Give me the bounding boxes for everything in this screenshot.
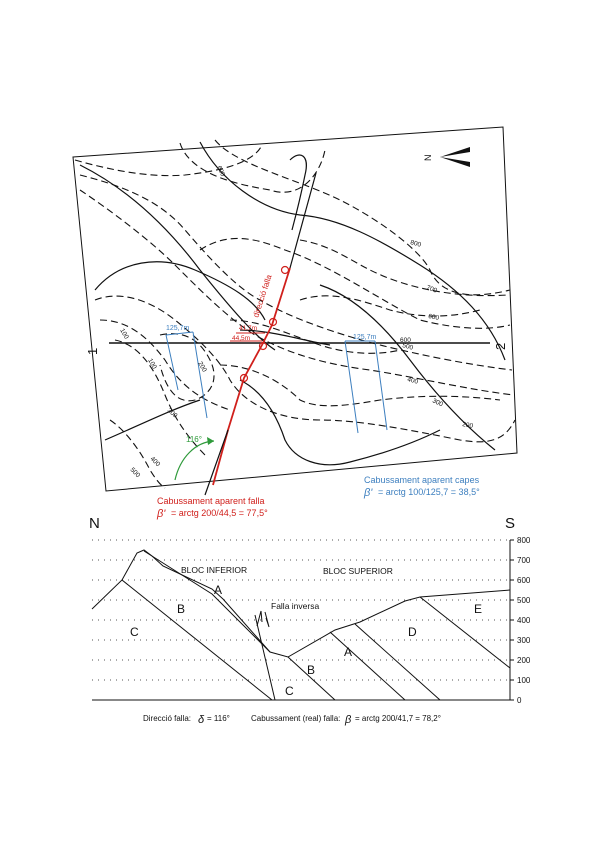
svg-text:300: 300 xyxy=(431,397,444,409)
dip-beta-symbol: β xyxy=(345,714,352,726)
dip-caption-value: = arctg 200/41,7 = 78,2° xyxy=(355,714,441,723)
elevation-tick-600: 600 xyxy=(517,576,531,585)
section-north-label: N xyxy=(89,515,100,532)
elevation-tick-300: 300 xyxy=(517,636,531,645)
strike-caption-prefix: Direcció falla: xyxy=(143,714,192,723)
svg-text:400: 400 xyxy=(406,376,419,386)
fault-trace xyxy=(205,173,316,495)
fault-distance-upper: 41,7m xyxy=(239,325,258,332)
svg-text:600: 600 xyxy=(427,313,440,322)
svg-text:100: 100 xyxy=(146,357,158,371)
svg-text:100: 100 xyxy=(118,327,130,341)
apparent-layer-dip-formula: = arctg 100/125,7 = 38,5° xyxy=(378,487,480,497)
elevation-tick-800: 800 xyxy=(517,536,531,545)
dip-caption-prefix: Cabussament (real) falla: xyxy=(251,714,341,723)
contact-b-c-left xyxy=(122,580,272,700)
fault-distance-lower: 44,5m xyxy=(232,335,251,342)
fault-direction-label: direcció falla xyxy=(251,273,274,319)
elevation-tick-100: 100 xyxy=(517,676,531,685)
svg-text:600: 600 xyxy=(215,164,227,178)
contact-a-d xyxy=(355,624,440,700)
strike-caption-value: = 116° xyxy=(207,714,230,723)
svg-text:600: 600 xyxy=(400,337,411,344)
apparent-fault-dip-title: Cabussament aparent falla xyxy=(157,496,265,506)
section-south-label: S xyxy=(505,515,516,532)
layer-distance-right: 125,7m xyxy=(353,334,377,341)
contact-a-b-right xyxy=(330,632,405,700)
azimuth-arrowhead xyxy=(207,437,214,445)
north-symbol: N xyxy=(423,154,433,161)
svg-text:200: 200 xyxy=(196,360,208,374)
unit-label-c-bottom: C xyxy=(285,684,294,698)
elevation-tick-500: 500 xyxy=(517,596,531,605)
svg-text:500: 500 xyxy=(401,342,414,352)
apparent-layer-dip-symbol: β' xyxy=(364,487,373,499)
svg-text:400: 400 xyxy=(148,455,162,469)
cross-section xyxy=(89,515,531,726)
upper-block-label: BLOC SUPERIOR xyxy=(323,566,393,576)
fault-section-line xyxy=(255,615,275,700)
svg-text:700: 700 xyxy=(425,284,438,295)
unit-label-b-left: B xyxy=(177,602,186,616)
lower-block-label: BLOC INFERIOR xyxy=(181,565,248,575)
fault-arrows xyxy=(257,611,269,627)
section-lines xyxy=(92,550,510,700)
topographic-map xyxy=(73,127,517,520)
layer-distance-left: 125,7m xyxy=(166,325,190,332)
strike-symbol: δ xyxy=(198,714,205,726)
layer-dip-construction xyxy=(166,332,387,433)
fault-azimuth-angle: 116° xyxy=(186,435,202,444)
svg-text:200: 200 xyxy=(461,421,474,430)
svg-text:300: 300 xyxy=(165,407,179,420)
svg-text:500: 500 xyxy=(128,466,142,480)
unit-label-a-left: A xyxy=(214,583,223,597)
elevation-tick-0: 0 xyxy=(517,696,522,705)
unit-label-b-right: B xyxy=(307,663,316,677)
section-end-label: 2 xyxy=(493,342,508,350)
svg-text:800: 800 xyxy=(409,239,422,249)
section-start-label: 1 xyxy=(85,347,100,355)
north-arrow xyxy=(423,147,470,167)
unit-label-c-left: C xyxy=(130,625,139,639)
elevation-tick-700: 700 xyxy=(517,556,531,565)
unit-label-a-right: A xyxy=(344,645,353,659)
apparent-fault-dip-symbol: β' xyxy=(157,508,166,520)
unit-label-e: E xyxy=(474,602,483,616)
elevation-tick-400: 400 xyxy=(517,616,531,625)
apparent-layer-dip-title: Cabussament aparent capes xyxy=(364,475,480,485)
reverse-fault-label: Falla inversa xyxy=(271,601,320,611)
contour-lines xyxy=(75,140,515,488)
azimuth-arc xyxy=(175,441,214,480)
apparent-fault-dip-formula: = arctg 200/44,5 = 77,5° xyxy=(171,508,268,518)
unit-label-d: D xyxy=(408,625,417,639)
contact-d-e xyxy=(420,597,510,668)
elevation-tick-200: 200 xyxy=(517,656,531,665)
geological-contacts xyxy=(80,142,505,465)
